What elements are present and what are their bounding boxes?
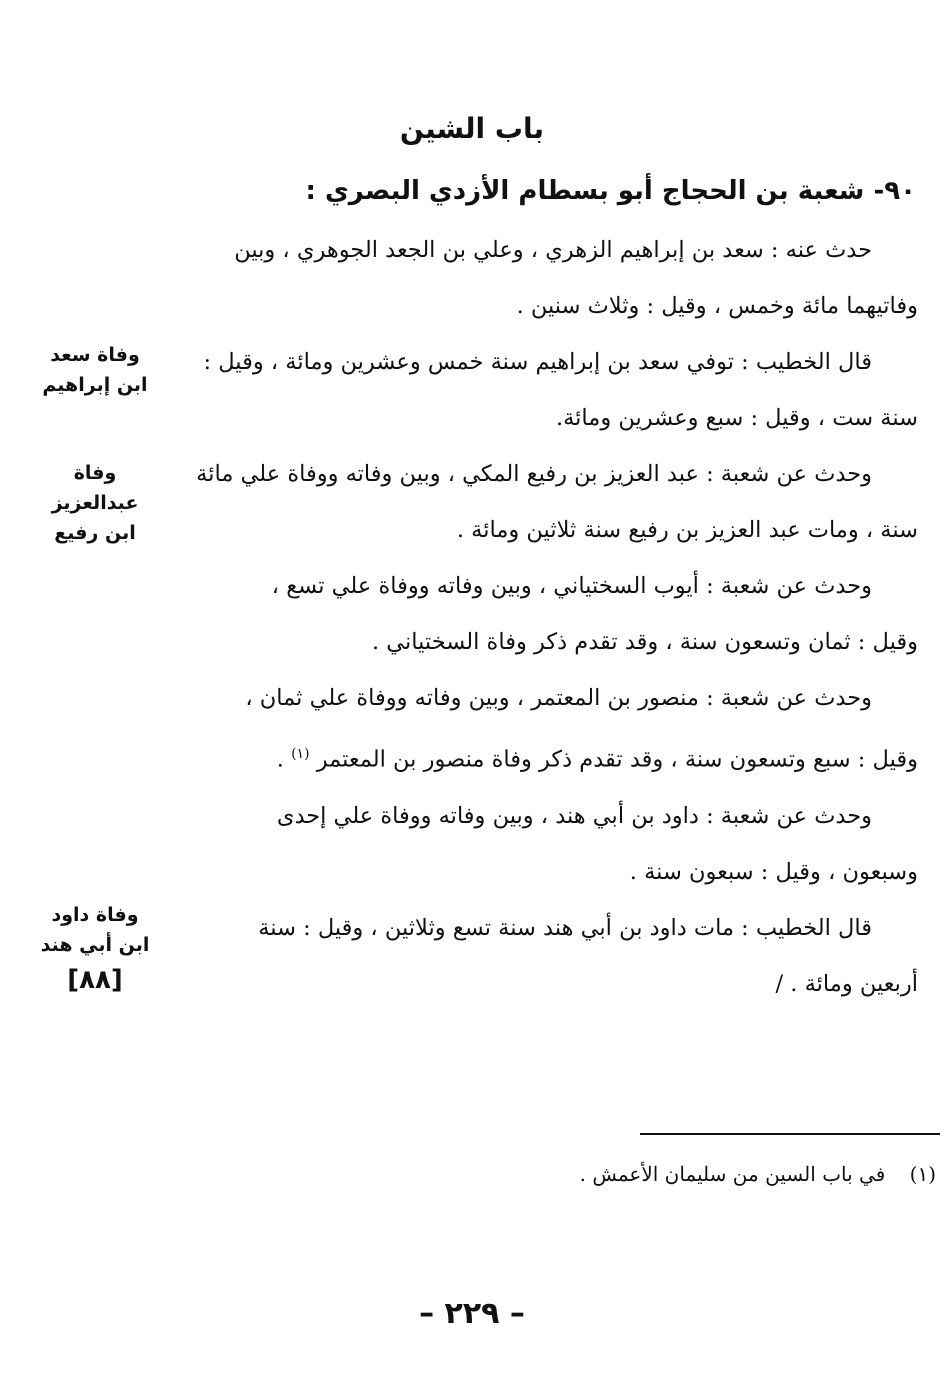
margin-note-line: وفاة داود [51, 904, 139, 926]
footnote-mark: (١) [909, 1162, 936, 1186]
paragraph [146, 558, 918, 670]
text-line: قال الخطيب : مات داود بن أبي هند سنة تسع وثلاثين ، وقيل : سنة [258, 914, 872, 941]
footnote-divider [640, 1133, 940, 1135]
text-line [146, 726, 918, 788]
margin-note-line: وفاة [73, 462, 117, 484]
page-number: – ٢٢٩ – [419, 1296, 525, 1331]
entry-heading [156, 176, 916, 206]
paragraph [146, 900, 918, 1012]
margin-note [40, 458, 150, 548]
margin-note-line: ابن رفيع [54, 522, 136, 544]
margin-note [40, 340, 150, 400]
footnote-text: في باب السين من سليمان الأعمش . [579, 1162, 886, 1186]
text-line-part: . [276, 746, 284, 773]
paragraph [146, 334, 918, 446]
text-line-part: وقيل : سبع وتسعون سنة ، وقد تقدم ذكر وفاة منصور بن المعتمر [316, 746, 918, 773]
margin-note-line: عبدالعزيز [51, 492, 139, 514]
text-line: وحدث عن شعبة : أيوب السختياني ، وبين وفاته ووفاة علي تسع ، [271, 573, 872, 599]
text-line: حدث عنه : سعد بن إبراهيم الزهري ، وعلي بن الجعد الجوهري ، وبين [234, 237, 872, 263]
margin-note [40, 900, 150, 1000]
margin-note-line: ابن أبي هند [40, 934, 150, 956]
footnote-reference: (١) [291, 746, 310, 762]
paragraph [146, 670, 918, 788]
margin-note-line: وفاة سعد [50, 344, 140, 366]
paragraph [146, 222, 918, 334]
margin-note-line: ابن إبراهيم [42, 374, 148, 396]
paragraph [146, 446, 918, 558]
text-line: وحدث عن شعبة : عبد العزيز بن رفيع المكي ، وبين وفاته ووفاة علي مائة [196, 461, 872, 487]
chapter-title: باب الشين [399, 112, 545, 145]
footnote [580, 1162, 936, 1186]
entry-number: ٩٠- [873, 176, 916, 206]
text-line: وحدث عن شعبة : داود بن أبي هند ، وبين وفاته ووفاة علي إحدى [276, 802, 872, 829]
entry-name: شعبة بن الحجاج أبو بسطام الأزدي البصري : [305, 176, 865, 206]
text-line: وحدث عن شعبة : منصور بن المعتمر ، وبين وفاته ووفاة علي ثمان ، [245, 685, 872, 711]
text-line: وفاتيهما مائة وخمس ، وقيل : وثلاث سنين . [516, 293, 918, 319]
text-line: وقيل : ثمان وتسعون سنة ، وقد تقدم ذكر وفاة السختياني . [371, 629, 918, 655]
manuscript-page-ref: [٨٨] [67, 965, 123, 995]
text-line: أربعين ومائة . / [775, 970, 918, 997]
text-line: سنة ، ومات عبد العزيز بن رفيع سنة ثلاثين ومائة . [456, 517, 918, 543]
paragraph [146, 788, 918, 900]
body-text [146, 222, 918, 1012]
text-line: قال الخطيب : توفي سعد بن إبراهيم سنة خمس وعشرين ومائة ، وقيل : [203, 349, 872, 375]
text-line: وسبعون ، وقيل : سبعون سنة . [629, 858, 918, 885]
text-line: سنة ست ، وقيل : سبع وعشرين ومائة. [555, 405, 918, 431]
